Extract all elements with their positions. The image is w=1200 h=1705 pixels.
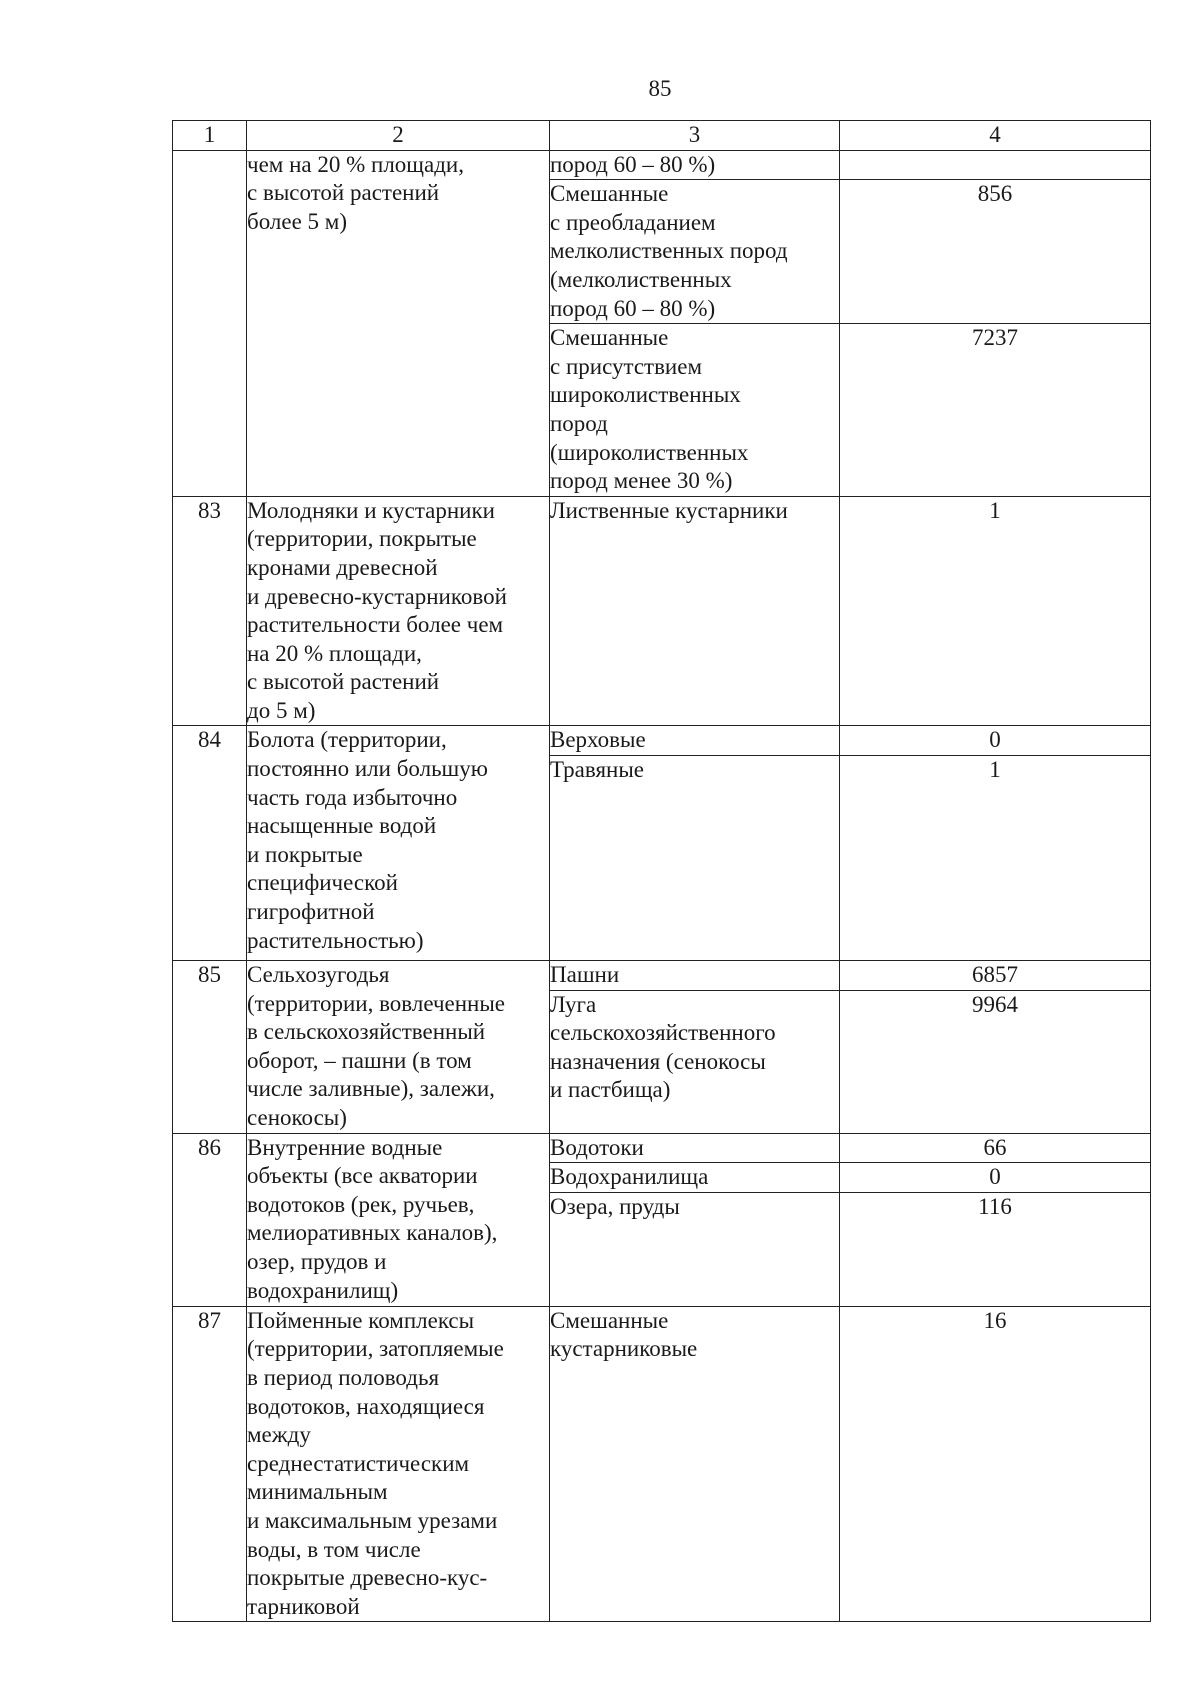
row-description: чем на 20 % площади, с высотой растений более 5 м): [247, 150, 550, 496]
value-cell: 9964: [840, 990, 1151, 1133]
table-row: [173, 150, 1151, 180]
type-cell: Смешанные с присутствием широколиственных пород (широколиственных пород менее 30 %): [550, 324, 840, 497]
row-description: Болота (территории, постоянно или большую часть года избыточно насыщенные водой и покрытые специфической гигрофитной растительностью): [247, 726, 550, 961]
table-row: [173, 496, 1151, 726]
header-cell: 4: [840, 121, 1151, 151]
row-number: 83: [173, 496, 247, 726]
page-number: 85: [648, 76, 672, 101]
type-cell: Травяные: [550, 756, 840, 961]
type-cell: Смешанные с преобладанием мелколиственных пород (мелколиственных пород 60 – 80 %): [550, 180, 840, 324]
value-cell: 0: [840, 726, 1151, 756]
value-cell: [840, 150, 1151, 180]
row-number: 87: [173, 1306, 247, 1622]
table-row: [173, 1133, 1151, 1163]
header-cell: 2: [247, 121, 550, 151]
table-row: [173, 961, 1151, 991]
header-cell: 3: [550, 121, 840, 151]
table-row: [173, 726, 1151, 756]
row-number: [173, 150, 247, 496]
type-cell: Верховые: [550, 726, 840, 756]
value-cell: 16: [840, 1306, 1151, 1622]
row-description: Сельхозугодья (территории, вовлеченные в сельскохозяйственный оборот, – пашни (в том числе заливные), залежи, сенокосы): [247, 961, 550, 1134]
header-cell: 1: [173, 121, 247, 151]
table-row: [173, 1306, 1151, 1622]
type-cell: Озера, пруды: [550, 1192, 840, 1306]
type-cell: Пашни: [550, 961, 840, 991]
row-description: Пойменные комплексы (территории, затопляемые в период половодья водотоков, находящиеся между среднестатистическим минимальным и максимальным урезами воды, в том числе покрытые древесно-кус- тарниковой: [247, 1306, 550, 1622]
type-cell: Водохранилища: [550, 1163, 840, 1193]
type-cell: Водотоки: [550, 1133, 840, 1163]
row-description: Молодняки и кустарники (территории, покрытые кронами древесной и древесно-кустарниковой растительности более чем на 20 % площади, с высотой растений до 5 м): [247, 496, 550, 726]
value-cell: 66: [840, 1133, 1151, 1163]
row-number: 86: [173, 1133, 247, 1306]
value-cell: 1: [840, 496, 1151, 726]
value-cell: 6857: [840, 961, 1151, 991]
value-cell: 7237: [840, 324, 1151, 497]
row-number: 84: [173, 726, 247, 961]
value-cell: 856: [840, 180, 1151, 324]
type-cell: пород 60 – 80 %): [550, 150, 840, 180]
value-cell: 116: [840, 1192, 1151, 1306]
value-cell: 1: [840, 756, 1151, 961]
type-cell: Лиственные кустарники: [550, 496, 840, 726]
value-cell: 0: [840, 1163, 1151, 1193]
type-cell: Луга сельскохозяйственного назначения (сенокосы и пастбища): [550, 990, 840, 1133]
row-number: 85: [173, 961, 247, 1134]
header-row: [173, 121, 1151, 151]
type-cell: Смешанные кустарниковые: [550, 1306, 840, 1622]
data-table: [172, 120, 1151, 1622]
row-description: Внутренние водные объекты (все акватории водотоков (рек, ручьев, мелиоративных каналов), озер, прудов и водохранилищ): [247, 1133, 550, 1306]
